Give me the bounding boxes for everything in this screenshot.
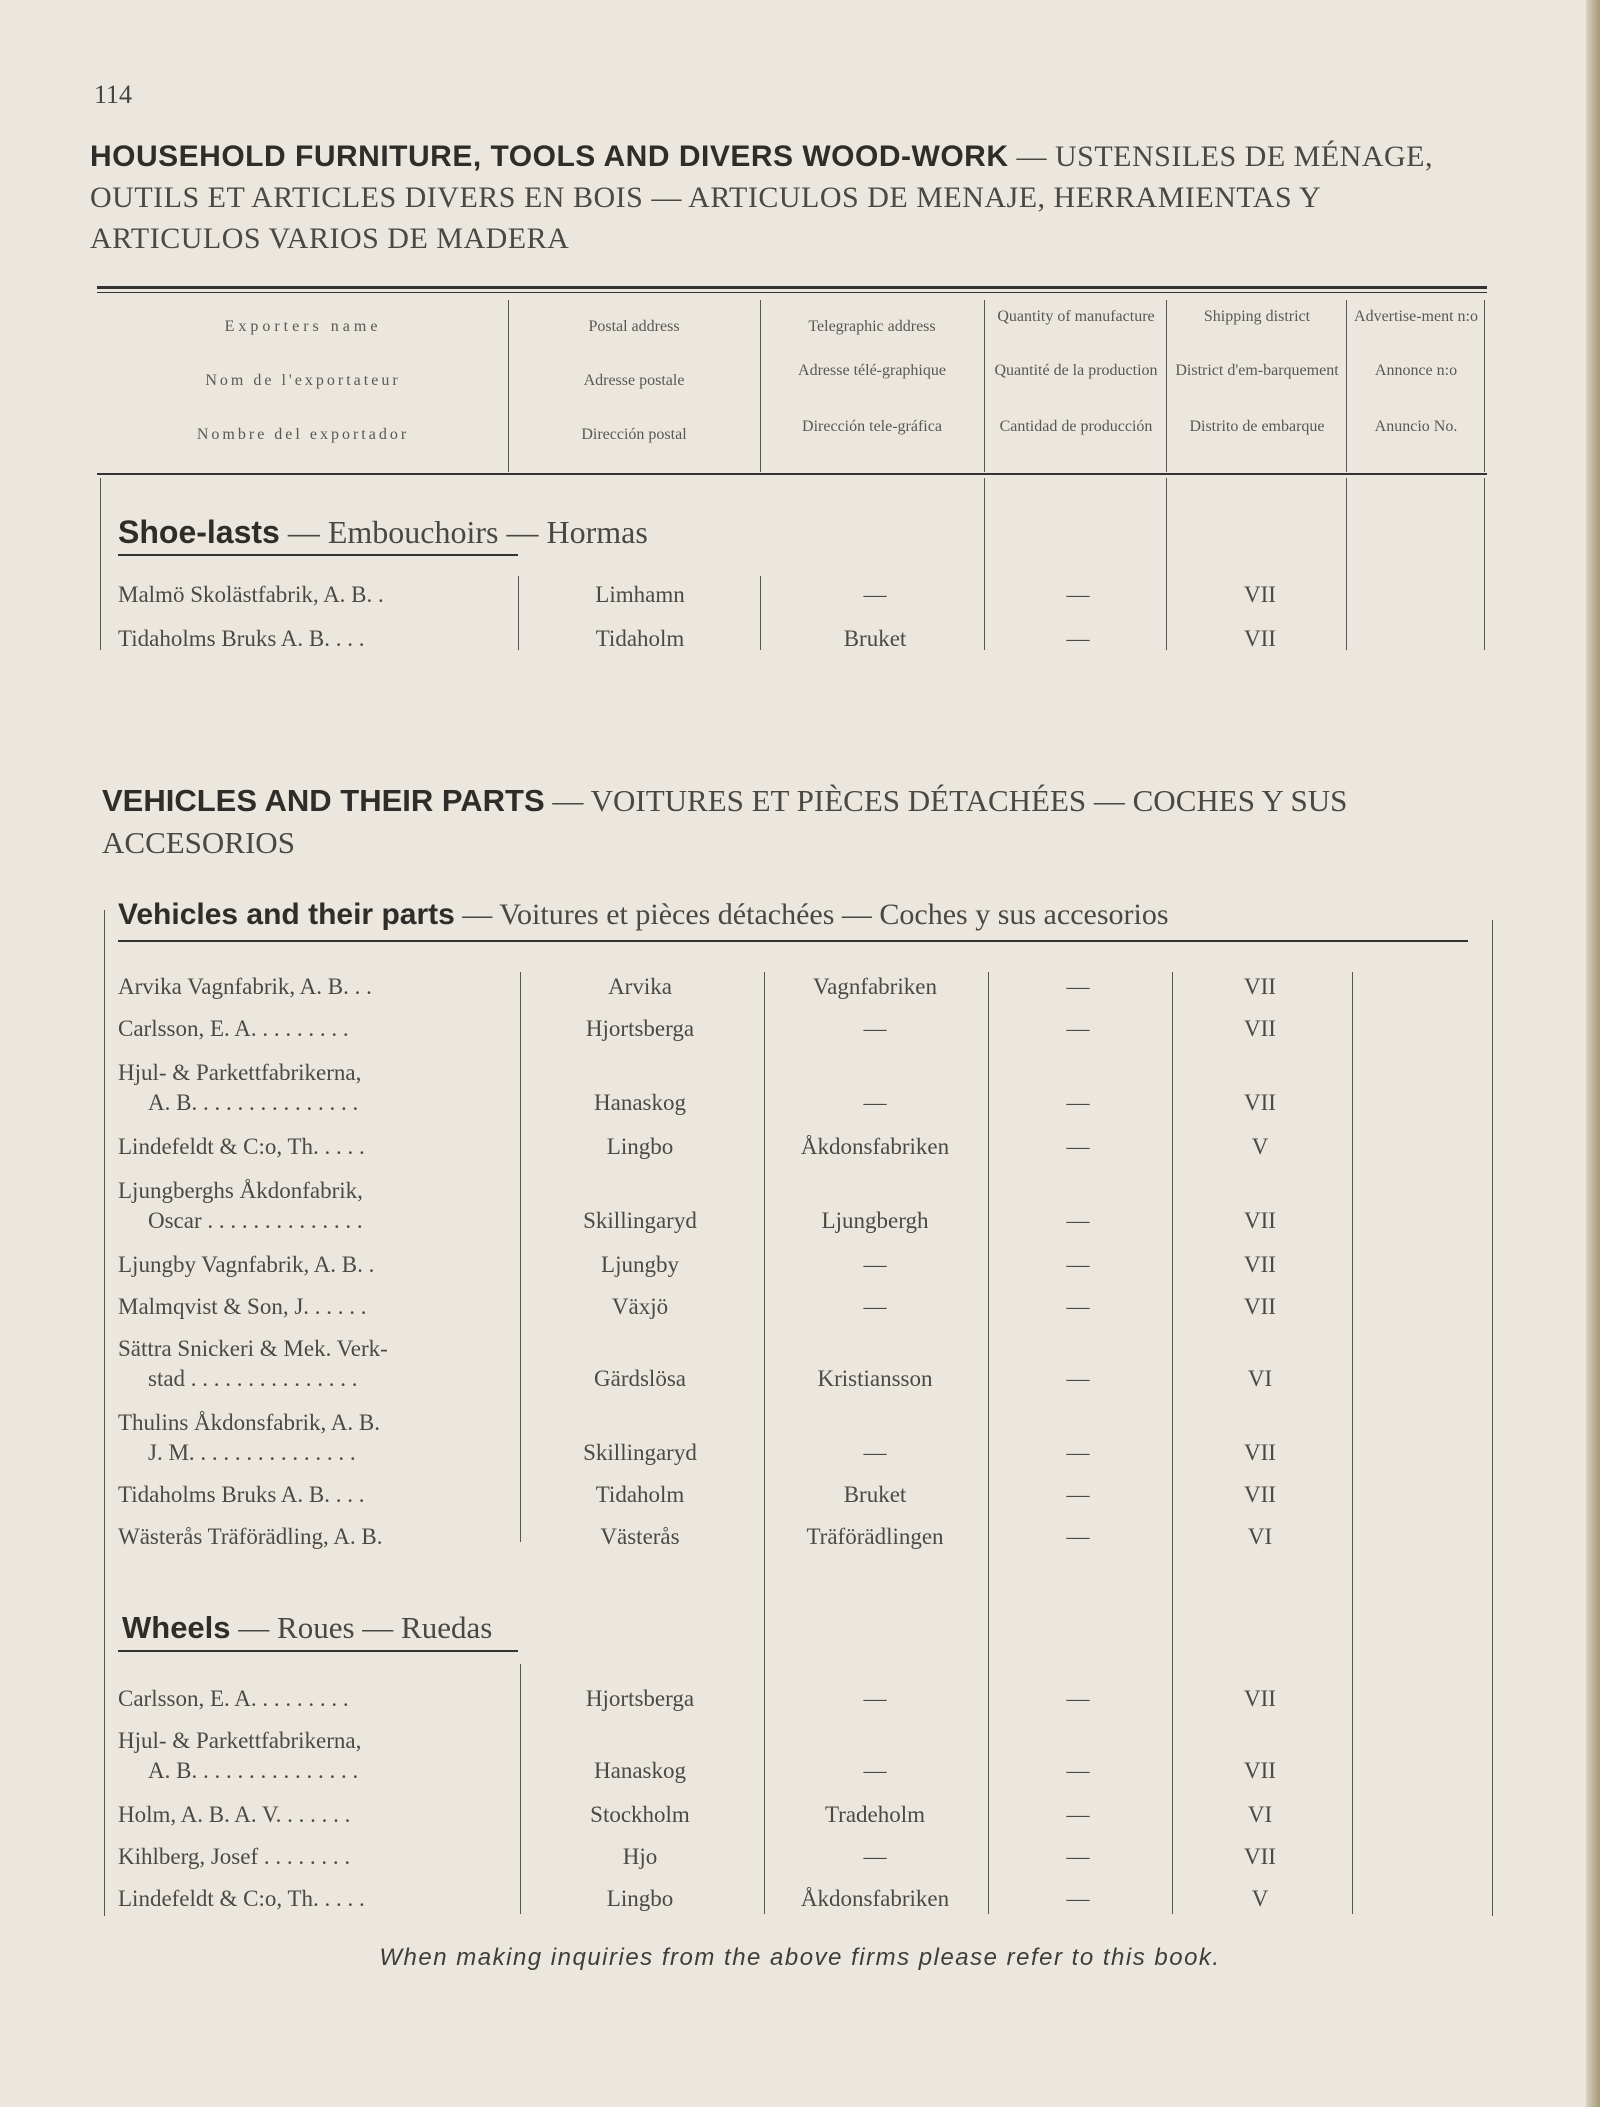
col-postal-address-es: Dirección postal — [581, 426, 687, 443]
postal-address: Skillingaryd — [583, 1208, 697, 1233]
col-advertisement-fr: Annonce n:o — [1374, 362, 1458, 379]
col-exporter-name — [100, 296, 506, 471]
postal-address: Arvika — [608, 974, 672, 999]
exporter-name-line1: Tidaholms Bruks A. B. . . . — [118, 626, 365, 651]
exporter-name — [118, 1292, 508, 1322]
shoe-lasts-heading — [118, 514, 648, 551]
exporter-name — [118, 1842, 508, 1872]
exporter-name — [118, 1884, 508, 1914]
veh-sep-adv — [1352, 972, 1353, 1914]
exporter-name-line1: Carlsson, E. A. . . . . . . . . — [118, 1686, 349, 1711]
header-sep-1 — [508, 300, 509, 472]
quantity: — — [1066, 974, 1090, 999]
shipping-district: VII — [1244, 1208, 1276, 1233]
header-sep-6 — [1484, 300, 1485, 472]
col-postal-address — [510, 296, 758, 471]
vehicles-subheading-rest: — Voitures et pièces détachées — Coches y sus accesorios — [454, 898, 1169, 931]
exporter-name-line2: Oscar . . . . . . . . . . . . . . — [148, 1208, 363, 1233]
quantity: — — [1066, 582, 1090, 607]
telegraphic-address: — — [863, 1294, 887, 1319]
vehicles-subheading — [118, 898, 1169, 932]
wheels-heading-rest: — Roues — Ruedas — [230, 1610, 493, 1645]
telegraphic-address: Träförädlingen — [806, 1524, 944, 1549]
shipping-district: VII — [1244, 1844, 1276, 1869]
telegraphic-address: Åkdonsfabriken — [800, 1134, 950, 1159]
exporter-name-line1: Hjul- & Parkettfabrikerna, — [118, 1728, 362, 1753]
exporter-name — [118, 1334, 508, 1394]
exporter-name-line1: Malmqvist & Son, J. . . . . . — [118, 1294, 367, 1319]
header-sep-4 — [1166, 300, 1167, 472]
shipping-district: VII — [1244, 1758, 1276, 1783]
shipping-district: VI — [1247, 1524, 1273, 1549]
page-title-rest: — USTENSILES DE MÉNAGE, OUTILS ET ARTICLES DIVERS EN BOIS — ARTICULOS DE MENAJE, HERRAMIENTAS Y ARTICULOS VARIOS DE MADERA — [90, 140, 1433, 255]
exporter-name-line1: Malmö Skolästfabrik, A. B. . — [118, 582, 384, 607]
quantity: — — [1066, 1090, 1090, 1115]
shoe-sep-left — [100, 478, 101, 650]
postal-address: Skillingaryd — [583, 1440, 697, 1465]
telegraphic-address: — — [863, 1016, 887, 1041]
exporter-name — [118, 1176, 508, 1236]
exporter-name-line2: A. B. . . . . . . . . . . . . . . — [148, 1758, 359, 1783]
postal-address: Hjo — [622, 1844, 658, 1869]
exporter-name-line1: Tidaholms Bruks A. B. . . . — [118, 1482, 365, 1507]
header-sep-5 — [1346, 300, 1347, 472]
page-title-bold: HOUSEHOLD FURNITURE, TOOLS AND DIVERS WOOD-WORK — [90, 140, 1009, 173]
quantity: — — [1066, 1758, 1090, 1783]
footer-note: When making inquiries from the above firms please refer to this book. — [379, 1944, 1221, 1971]
shipping-district: VII — [1244, 1686, 1276, 1711]
exporter-name — [118, 580, 508, 610]
exporter-name-line1: Wästerås Träförädling, A. B. — [118, 1524, 383, 1549]
col-quantity-en: Quantity of manufacture — [997, 308, 1155, 325]
exporter-name — [118, 1726, 508, 1786]
exporter-name-line1: Ljungberghs Åkdonfabrik, — [118, 1178, 363, 1203]
telegraphic-address: — — [863, 1844, 887, 1869]
quantity: — — [1066, 1686, 1090, 1711]
exporter-name-line2: A. B. . . . . . . . . . . . . . . — [148, 1090, 359, 1115]
postal-address: Hanaskog — [594, 1758, 686, 1783]
quantity: — — [1066, 1366, 1090, 1391]
col-telegraphic-address-fr: Adresse télé-graphique — [798, 362, 946, 379]
col-quantity-fr: Quantité de la production — [994, 362, 1158, 379]
quantity: — — [1066, 1294, 1090, 1319]
exporter-name-line1: Carlsson, E. A. . . . . . . . . — [118, 1016, 349, 1041]
postal-address: Hjortsberga — [585, 1686, 695, 1711]
quantity: — — [1066, 1524, 1090, 1549]
shipping-district: VII — [1244, 974, 1276, 999]
shoe-sep-tel — [760, 576, 761, 650]
veh-sep-right — [1492, 920, 1493, 1916]
exporter-name — [118, 1480, 508, 1510]
exporter-name-line2: stad . . . . . . . . . . . . . . . — [148, 1366, 358, 1391]
header-top-rule — [97, 286, 1487, 289]
telegraphic-address: Ljungbergh — [821, 1208, 929, 1233]
quantity: — — [1066, 1844, 1090, 1869]
shipping-district: VII — [1244, 1294, 1276, 1319]
shipping-district: V — [1251, 1134, 1269, 1159]
quantity: — — [1066, 1016, 1090, 1041]
telegraphic-address: Åkdonsfabriken — [800, 1886, 950, 1911]
quantity: — — [1066, 1440, 1090, 1465]
quantity: — — [1066, 1208, 1090, 1233]
wheels-heading — [122, 1610, 492, 1646]
telegraphic-address: — — [863, 1090, 887, 1115]
page-title — [90, 136, 1490, 259]
postal-address: Tidaholm — [595, 1482, 685, 1507]
shipping-district: VII — [1244, 1016, 1276, 1041]
col-advertisement-en: Advertise-ment n:o — [1354, 308, 1478, 325]
vehicles-title — [102, 780, 1482, 864]
exporter-name — [118, 1014, 508, 1044]
page-number: 114 — [94, 80, 133, 109]
postal-address: Hanaskog — [594, 1090, 686, 1115]
shipping-district: VI — [1247, 1366, 1273, 1391]
telegraphic-address: — — [863, 582, 887, 607]
shipping-district: VI — [1247, 1802, 1273, 1827]
exporter-name — [118, 1684, 508, 1714]
col-advertisement — [1350, 296, 1482, 471]
quantity: — — [1066, 1252, 1090, 1277]
shipping-district: V — [1251, 1886, 1269, 1911]
exporter-name — [118, 1800, 508, 1830]
postal-address: Ljungby — [601, 1252, 679, 1277]
exporter-name-line1: Hjul- & Parkettfabrikerna, — [118, 1060, 362, 1085]
col-exporter-name-en: Exporters name — [224, 318, 382, 335]
shoe-sep-right — [1484, 478, 1485, 650]
quantity: — — [1066, 1134, 1090, 1159]
postal-address: Tidaholm — [595, 626, 685, 651]
telegraphic-address: Bruket — [843, 626, 907, 651]
quantity: — — [1066, 1482, 1090, 1507]
telegraphic-address: — — [863, 1440, 887, 1465]
exporter-name-line1: Lindefeldt & C:o, Th. . . . . — [118, 1134, 365, 1159]
vehicles-title-bold: VEHICLES AND THEIR PARTS — [102, 783, 545, 818]
wheels-heading-bold: Wheels — [122, 1610, 231, 1645]
col-telegraphic-address-es: Dirección tele-gráfica — [802, 418, 942, 435]
exporter-name-line1: Arvika Vagnfabrik, A. B. . . — [118, 974, 372, 999]
exporter-name-line1: Holm, A. B. A. V. . . . . . . — [118, 1802, 351, 1827]
postal-address: Limhamn — [595, 582, 685, 607]
postal-address: Gärdslösa — [594, 1366, 686, 1391]
shipping-district: VII — [1244, 1440, 1276, 1465]
shoe-lasts-underline — [118, 554, 518, 556]
header-sep-3 — [984, 300, 985, 472]
exporter-name-line1: Kihlberg, Josef . . . . . . . . — [118, 1844, 351, 1869]
col-telegraphic-address-en: Telegraphic address — [808, 318, 936, 335]
exporter-name — [118, 1522, 508, 1552]
postal-address: Hjortsberga — [585, 1016, 695, 1041]
col-advertisement-es: Anuncio No. — [1374, 418, 1458, 435]
shoe-lasts-heading-rest: — Embouchoirs — Hormas — [279, 514, 648, 550]
exporter-name-line1: Thulins Åkdonsfabrik, A. B. — [118, 1410, 380, 1435]
telegraphic-address: Bruket — [843, 1482, 907, 1507]
shoe-sep-postal — [518, 576, 519, 650]
shipping-district: VII — [1244, 1252, 1276, 1277]
exporter-name — [118, 972, 508, 1002]
telegraphic-address: Tradeholm — [824, 1802, 926, 1827]
quantity: — — [1066, 626, 1090, 651]
exporter-name-line1: Ljungby Vagnfabrik, A. B. . — [118, 1252, 375, 1277]
exporter-name — [118, 624, 508, 654]
exporter-name — [118, 1250, 508, 1280]
postal-address: Lingbo — [606, 1886, 674, 1911]
quantity: — — [1066, 1802, 1090, 1827]
telegraphic-address: — — [863, 1252, 887, 1277]
telegraphic-address: Vagnfabriken — [813, 974, 937, 999]
col-postal-address-en: Postal address — [588, 318, 680, 335]
shipping-district: VII — [1244, 626, 1276, 651]
exporter-name-line1: Lindefeldt & C:o, Th. . . . . — [118, 1886, 365, 1911]
veh-sep-left — [104, 910, 105, 1916]
wheels-underline — [118, 1650, 518, 1652]
telegraphic-address: — — [863, 1758, 887, 1783]
exporter-name — [118, 1058, 508, 1118]
col-quantity — [990, 296, 1162, 471]
exporter-name-line2: J. M. . . . . . . . . . . . . . . — [148, 1440, 356, 1465]
header-bottom-rule — [97, 473, 1487, 475]
exporter-name — [118, 1408, 508, 1468]
page-edge — [1586, 0, 1600, 2107]
shipping-district: VII — [1244, 1482, 1276, 1507]
col-shipping-district-en: Shipping district — [1203, 308, 1311, 325]
header-sep-2 — [760, 300, 761, 472]
quantity: — — [1066, 1886, 1090, 1911]
exporter-name — [118, 1132, 508, 1162]
exporter-name-line1: Sättra Snickeri & Mek. Verk- — [118, 1336, 388, 1361]
postal-address: Stockholm — [590, 1802, 690, 1827]
vehicles-subheading-bold: Vehicles and their parts — [118, 898, 455, 931]
shipping-district: VII — [1244, 1090, 1276, 1115]
postal-address: Växjö — [611, 1294, 669, 1319]
postal-address: Västerås — [600, 1524, 680, 1549]
col-shipping-district-fr: District d'em-barquement — [1175, 362, 1339, 379]
telegraphic-address: — — [863, 1686, 887, 1711]
shipping-district: VII — [1244, 582, 1276, 607]
telegraphic-address: Kristiansson — [817, 1366, 933, 1391]
vehicles-underline — [118, 940, 1468, 942]
vehicles-title-rest: — VOITURES ET PIÈCES DÉTACHÉES — COCHES Y SUS ACCESORIOS — [102, 783, 1348, 860]
col-shipping-district — [1172, 296, 1342, 471]
col-telegraphic-address — [762, 296, 982, 471]
col-exporter-name-fr: Nom de l'exportateur — [205, 372, 401, 389]
postal-address: Lingbo — [606, 1134, 674, 1159]
col-quantity-es: Cantidad de producción — [999, 418, 1153, 435]
col-exporter-name-es: Nombre del exportador — [196, 426, 410, 443]
col-shipping-district-es: Distrito de embarque — [1189, 418, 1325, 435]
col-postal-address-fr: Adresse postale — [583, 372, 685, 389]
header-top-rule-thin — [97, 292, 1487, 293]
shoe-lasts-heading-bold: Shoe-lasts — [118, 514, 280, 550]
